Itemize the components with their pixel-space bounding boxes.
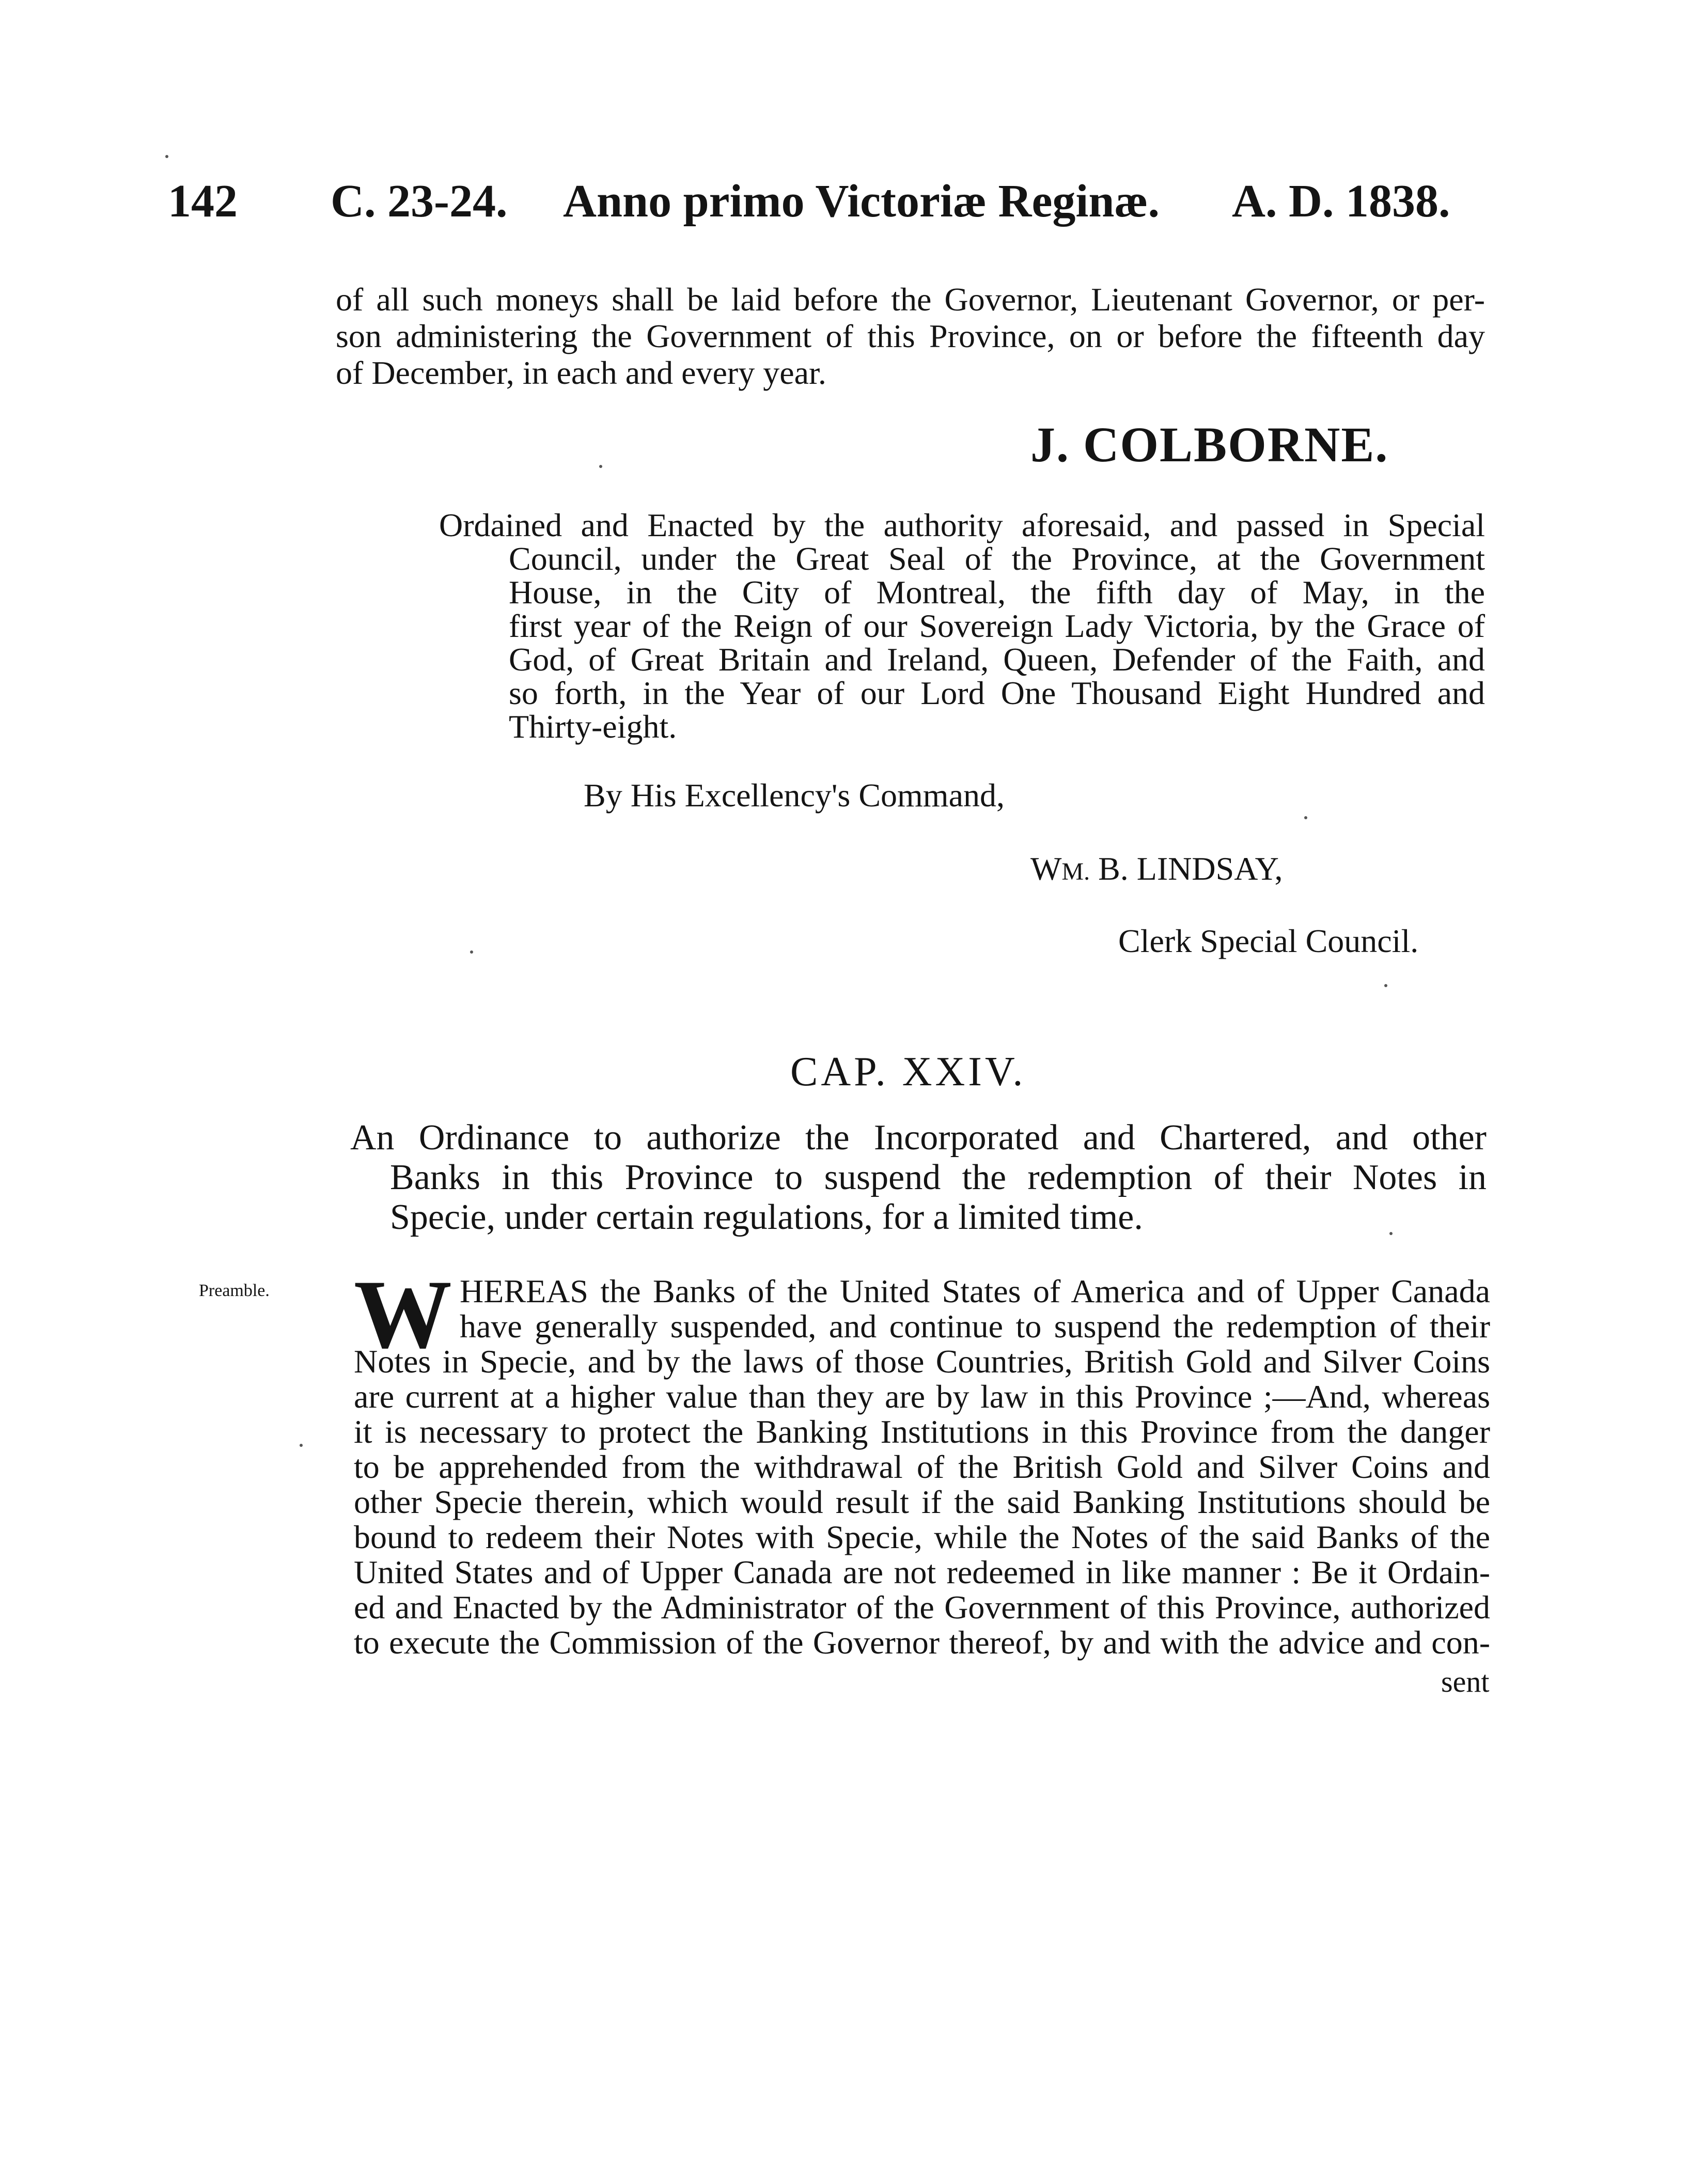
preamble-line: are current at a higher value than they are by law in this Province ;—And, whereas bbox=[354, 1378, 1490, 1415]
scan-speck bbox=[470, 950, 473, 954]
catchword: sent bbox=[1441, 1665, 1490, 1698]
ordained-line: Thirty-eight. bbox=[509, 708, 677, 745]
header-year: A. D. 1838. bbox=[1232, 176, 1450, 227]
preamble-line: to be apprehended from the withdrawal of the British Gold and Silver Coins and bbox=[354, 1448, 1490, 1485]
ordained-line: first year of the Reign of our Sovereign Lady Victoria, by the Grace of bbox=[509, 607, 1485, 644]
command-line: By His Excellency's Command, bbox=[584, 777, 1005, 814]
ordinance-title-line: An Ordinance to authorize the Incorporated and Chartered, and other bbox=[350, 1118, 1487, 1158]
margin-note: Preamble. bbox=[199, 1281, 270, 1300]
scan-speck bbox=[1304, 816, 1307, 819]
continuation-line: of December, in each and every year. bbox=[336, 354, 826, 391]
preamble-line: have generally suspended, and continue to suspend the redemption of their bbox=[460, 1308, 1490, 1345]
preamble-line: to execute the Commission of the Governor thereof, by and with the advice and con- bbox=[354, 1624, 1490, 1661]
scan-speck bbox=[599, 465, 602, 468]
clerk-title: Clerk Special Council. bbox=[1118, 923, 1419, 959]
scan-speck bbox=[1384, 984, 1387, 987]
preamble-line: ed and Enacted by the Administrator of the Government of this Province, authorized bbox=[354, 1589, 1490, 1626]
preamble-line: Notes in Specie, and by the laws of those Countries, British Gold and Silver Coins bbox=[354, 1343, 1490, 1380]
ordained-line: God, of Great Britain and Ireland, Queen, Defender of the Faith, and bbox=[509, 641, 1485, 678]
signatory-rest: B. LINDSAY, bbox=[1090, 850, 1283, 887]
drop-cap: W bbox=[354, 1260, 450, 1369]
preamble-line: other Specie therein, which would result if the said Banking Institutions should be bbox=[354, 1484, 1490, 1520]
preamble-line: bound to redeem their Notes with Specie, while the Notes of the said Banks of the bbox=[354, 1519, 1490, 1555]
page-number: 142 bbox=[168, 176, 238, 227]
scan-speck bbox=[165, 155, 168, 158]
ordinance-title-line: Banks in this Province to suspend the redemption of their Notes in bbox=[390, 1158, 1487, 1197]
cap-heading: CAP. XXIV. bbox=[790, 1049, 1026, 1095]
signatory-initial: W bbox=[1030, 850, 1062, 887]
chapter-reference: C. 23-24. bbox=[331, 176, 508, 227]
ordinance-title-line: Specie, under certain regulations, for a limited time. bbox=[390, 1197, 1143, 1237]
preamble-line: HEREAS the Banks of the United States of America and of Upper Canada bbox=[460, 1273, 1490, 1309]
signatory-name bbox=[1030, 850, 1283, 888]
scan-speck bbox=[1389, 1232, 1393, 1235]
preamble-line: United States and of Upper Canada are not redeemed in like manner : Be it Ordain- bbox=[354, 1554, 1490, 1590]
ordained-line: so forth, in the Year of our Lord One Thousand Eight Hundred and bbox=[509, 675, 1485, 711]
continuation-line: son administering the Government of this Province, on or before the fifteenth day bbox=[336, 318, 1485, 354]
signatory-small-caps: M. bbox=[1061, 858, 1090, 885]
ordained-line: Council, under the Great Seal of the Province, at the Government bbox=[509, 540, 1485, 577]
ordained-line: House, in the City of Montreal, the fifth day of May, in the bbox=[509, 574, 1485, 611]
preamble-line: it is necessary to protect the Banking Institutions in this Province from the danger bbox=[354, 1413, 1490, 1450]
scan-speck bbox=[300, 1444, 303, 1447]
governor-signature: J. COLBORNE. bbox=[1030, 417, 1389, 472]
running-title: Anno primo Victoriæ Reginæ. bbox=[563, 176, 1160, 227]
continuation-line: of all such moneys shall be laid before the Governor, Lieutenant Governor, or per- bbox=[336, 281, 1485, 318]
ordained-line: Ordained and Enacted by the authority aforesaid, and passed in Special bbox=[439, 507, 1485, 543]
